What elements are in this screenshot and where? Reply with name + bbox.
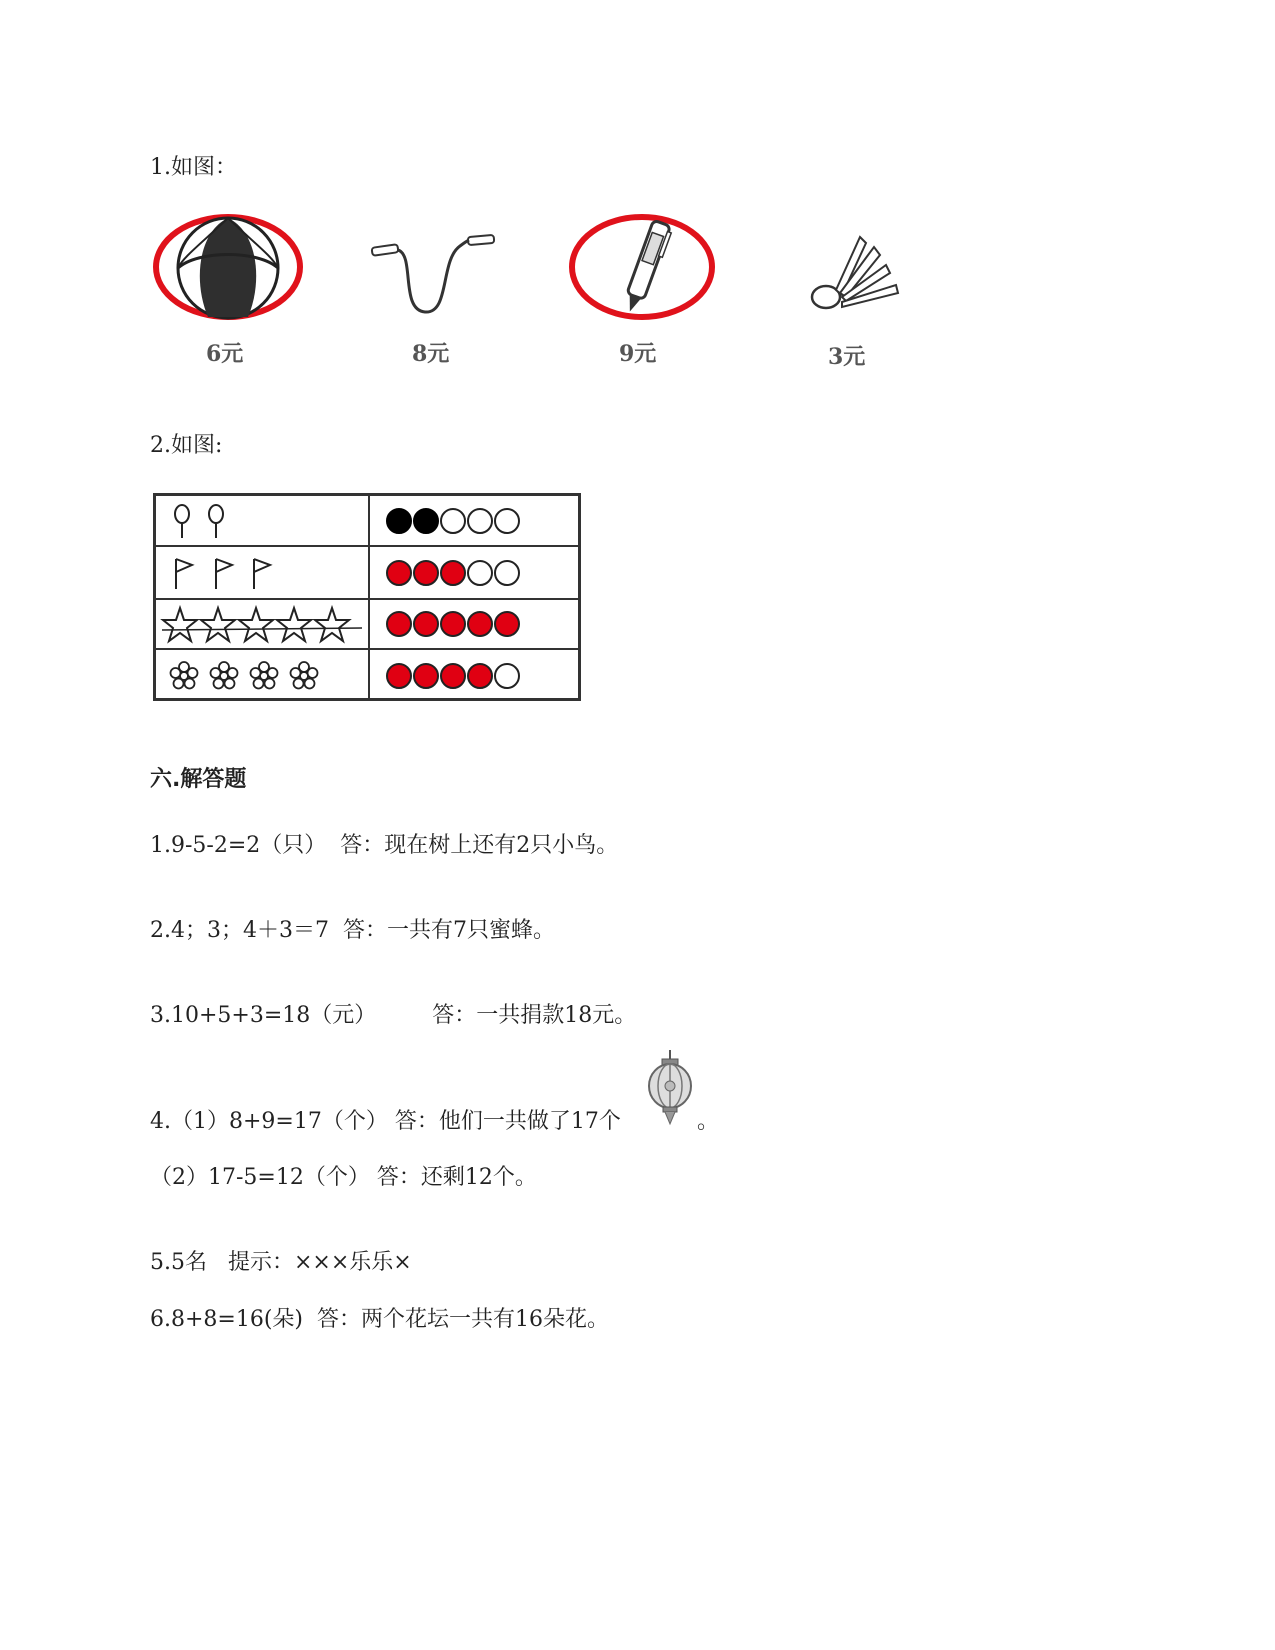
answer-2: 2.4；3；4＋3＝7 答：一共有7只蜜蜂。	[150, 918, 555, 943]
answer-3: 3.10+5+3=18（元） 答：一共捐款18元。	[150, 1003, 637, 1028]
section2-label: 2.如图:	[150, 433, 223, 458]
shuttlecock-image	[808, 235, 908, 315]
empty-dot	[467, 508, 493, 534]
racket-icon	[170, 504, 240, 542]
filled-dot	[413, 611, 439, 637]
star-icon	[162, 606, 362, 644]
empty-dot	[467, 560, 493, 586]
dots-row-4	[370, 650, 578, 701]
answer-6: 6.8+8=16(朵) 答：两个花坛一共有16朵花。	[150, 1307, 609, 1332]
flowers-cell	[156, 650, 368, 701]
filled-dot	[413, 560, 439, 586]
ball-image	[153, 212, 303, 322]
dots-row-1	[370, 496, 578, 545]
empty-dot	[494, 508, 520, 534]
filled-dot	[386, 663, 412, 689]
stars-cell	[156, 600, 368, 648]
jump-rope-image	[370, 230, 500, 320]
filled-dot	[386, 508, 412, 534]
answer-5: 5.5名 提示：×××乐乐×	[150, 1250, 412, 1275]
answer-4-suffix: 。	[697, 1109, 720, 1134]
filled-dot	[494, 611, 520, 637]
filled-dot	[467, 663, 493, 689]
filled-dot	[386, 560, 412, 586]
flags-cell	[156, 547, 368, 598]
shuttlecock-price: 3元	[828, 344, 866, 370]
answer-table	[153, 493, 581, 701]
answer-4-1: 4.（1）8+9=17（个） 答：他们一共做了17个	[150, 1109, 621, 1134]
filled-dot	[386, 611, 412, 637]
dots-row-3	[370, 600, 578, 648]
filled-dot	[440, 611, 466, 637]
answer-1: 1.9-5-2=2（只） 答：现在树上还有2只小鸟。	[150, 833, 619, 858]
flower-icon	[168, 658, 338, 694]
filled-dot	[440, 560, 466, 586]
empty-dot	[494, 560, 520, 586]
filled-dot	[413, 508, 439, 534]
dots-row-2	[370, 547, 578, 598]
empty-dot	[440, 508, 466, 534]
lantern-icon	[645, 1050, 695, 1125]
answer-4-2: （2）17-5=12（个） 答：还剩12个。	[150, 1165, 537, 1190]
table-row	[156, 600, 578, 650]
ball-price: 6元	[206, 341, 244, 367]
filled-dot	[413, 663, 439, 689]
table-row	[156, 496, 578, 547]
table-row	[156, 650, 578, 701]
section1-label: 1.如图：	[150, 155, 237, 180]
rackets-cell	[156, 496, 368, 545]
pen-image	[570, 212, 720, 322]
filled-dot	[440, 663, 466, 689]
table-row	[156, 547, 578, 600]
filled-dot	[467, 611, 493, 637]
section6-heading: 六.解答题	[150, 767, 247, 792]
jump-rope-price: 8元	[412, 341, 450, 367]
pen-price: 9元	[619, 341, 657, 367]
empty-dot	[494, 663, 520, 689]
flag-icon	[170, 555, 280, 593]
